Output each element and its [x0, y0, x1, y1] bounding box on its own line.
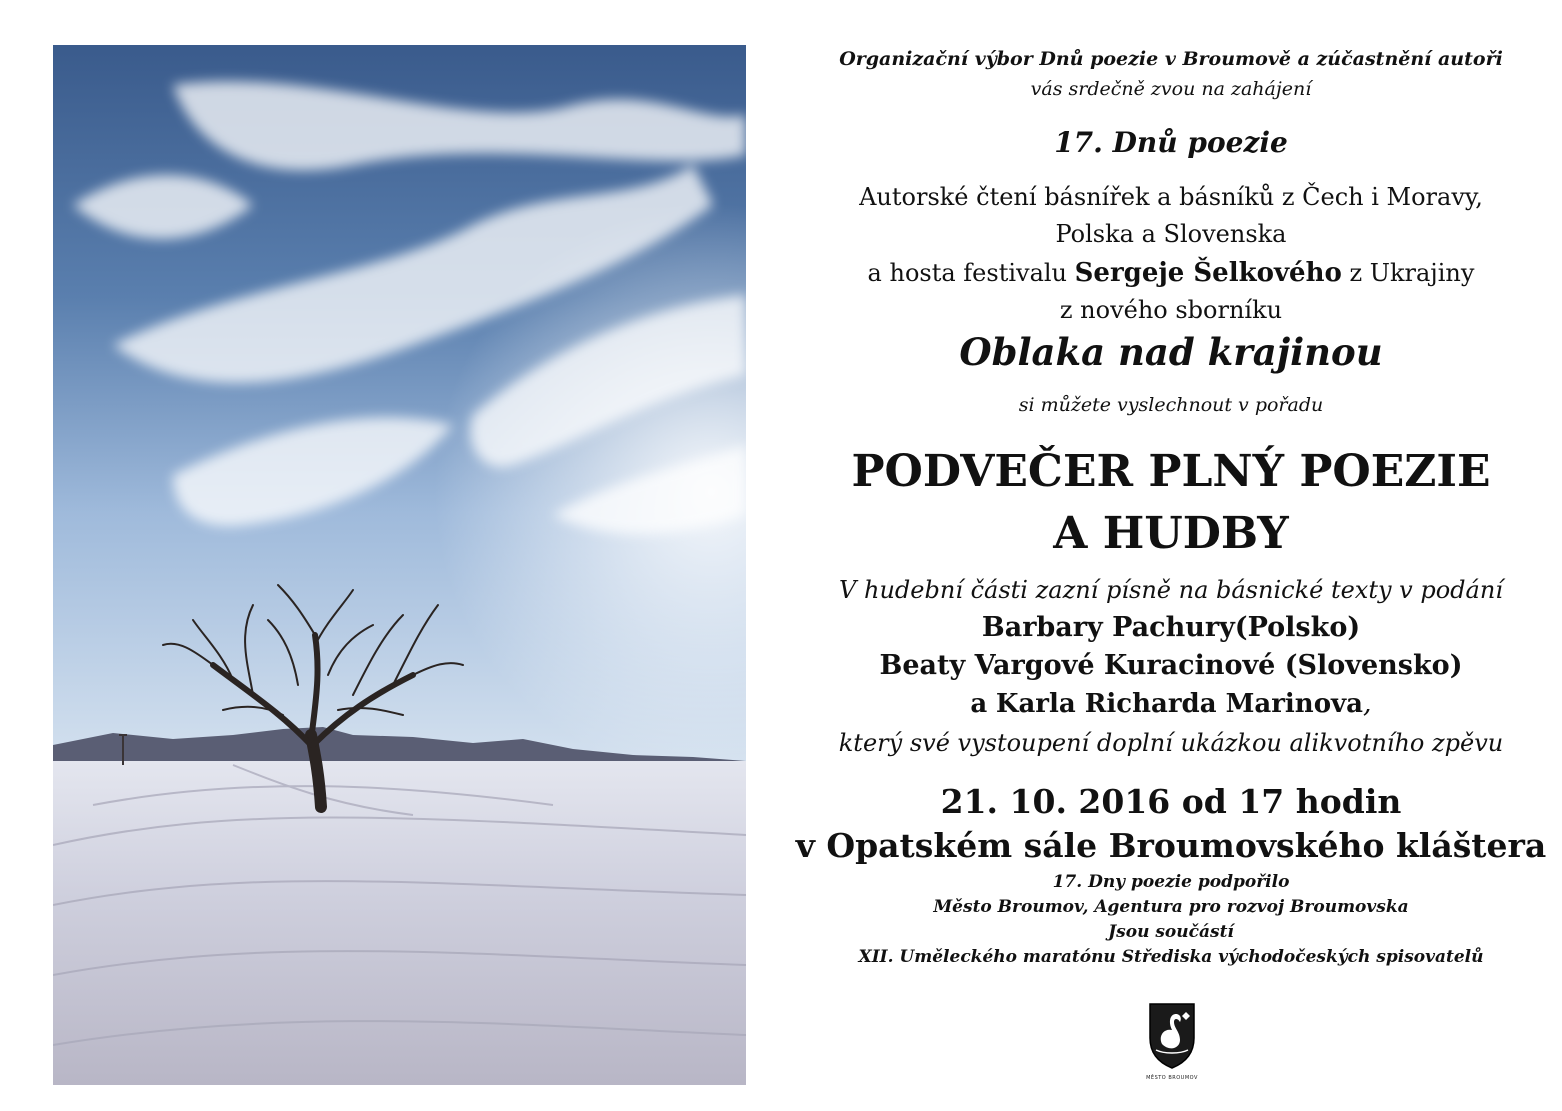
program-intro: si můžete vyslechnout v pořadu [1018, 394, 1324, 416]
organizer-line: Organizační výbor Dnů poezie v Broumově a zúčastnění autoři [839, 48, 1503, 70]
guest-prefix: a hosta festivalu [867, 259, 1068, 287]
support-line-1: 17. Dny poezie podpořilo [1052, 872, 1290, 892]
performer-2: Beaty Vargové Kuracinové (Slovensko) [879, 650, 1463, 681]
performer-3-suffix: , [1363, 688, 1372, 719]
venue: v Opatském sále Broumovského kláštera [795, 826, 1547, 865]
support-line-4: XII. Uměleckého maratónu Střediska východočeských spisovatelů [858, 947, 1484, 967]
winter-landscape-photo [53, 45, 746, 1085]
crest-label: MĚSTO BROUMOV [1146, 1075, 1198, 1081]
festival-name: 17. Dnů poezie [1054, 126, 1288, 159]
invite-line: vás srdečně zvou na zahájení [1030, 78, 1312, 100]
anthology-intro: z nového sborníku [1059, 296, 1283, 324]
reading-line-2: Polska a Slovenska [1055, 220, 1287, 248]
performer-1: Barbary Pachury(Polsko) [981, 612, 1361, 643]
program-title-line-1: PODVEČER PLNÝ POEZIE [851, 446, 1491, 497]
support-line-2: Město Broumov, Agentura pro rozvoj Broumovska [933, 897, 1409, 917]
guest-suffix: z Ukrajiny [1349, 259, 1475, 287]
performer-3 [780, 688, 1562, 719]
guest-line [780, 258, 1562, 288]
support-line-3: Jsou součástí [1108, 922, 1234, 942]
guest-name: Sergeje Šelkového [1074, 258, 1342, 288]
swan-crest-icon [1146, 1000, 1198, 1070]
reading-line-1: Autorské čtení básnířek a básníků z Čech i Moravy, [859, 183, 1483, 211]
performer-3-name: Karla Richarda Marinova [995, 689, 1364, 719]
date-time: 21. 10. 2016 od 17 hodin [940, 782, 1402, 821]
anthology-title: Oblaka nad krajinou [959, 330, 1383, 374]
music-intro: V hudební části zazní písně na básnické texty v podání [839, 576, 1503, 604]
performer-3-prefix: a [970, 689, 988, 719]
program-title-line-2: A HUDBY [1053, 508, 1289, 559]
performer-3-note: který své vystoupení doplní ukázkou alikvotního zpěvu [838, 729, 1504, 757]
